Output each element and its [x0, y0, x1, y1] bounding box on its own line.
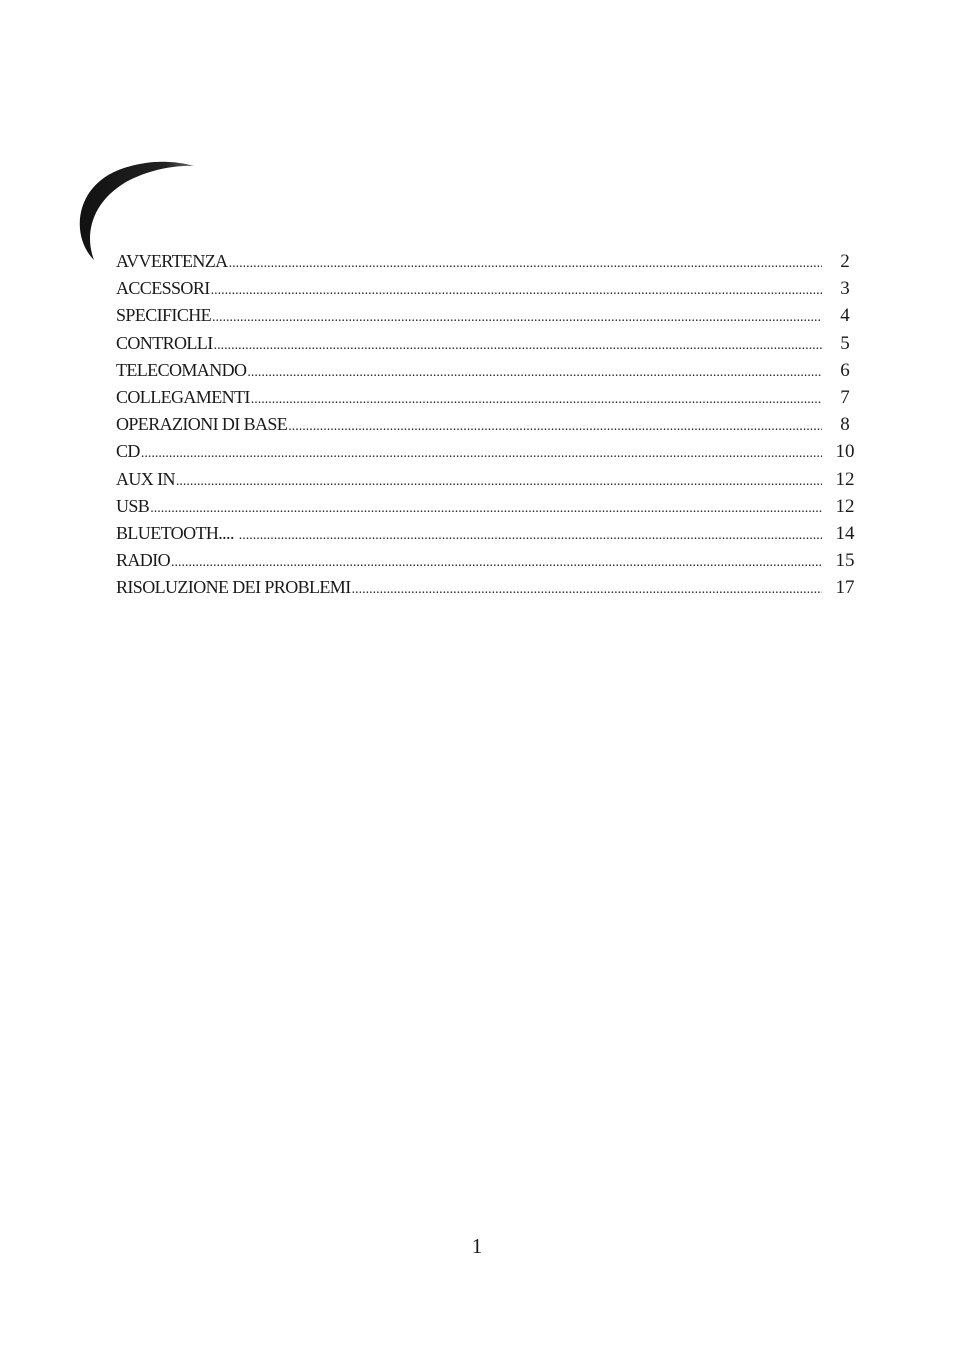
toc-entry[interactable]	[116, 411, 858, 438]
toc-entry[interactable]	[116, 438, 858, 465]
toc-entry-title: COLLEGAMENTI	[116, 386, 250, 407]
toc-page-number: 6	[840, 359, 850, 381]
toc-page-number: 3	[840, 278, 850, 300]
toc-entry-title: ACCESSORI	[116, 278, 210, 299]
toc-entry[interactable]	[116, 520, 858, 547]
toc-page-number: 2	[840, 251, 850, 272]
toc-dot-leader	[176, 468, 822, 495]
toc-entry[interactable]	[116, 574, 858, 601]
toc-dot-leader	[251, 386, 822, 413]
toc-entry-title: AVVERTENZA	[116, 251, 228, 271]
toc-entry[interactable]	[116, 330, 858, 357]
toc-entry-title: AUX IN	[116, 468, 175, 489]
toc-dot-leader	[141, 440, 822, 467]
toc-entry[interactable]	[116, 302, 858, 329]
toc-entry[interactable]	[116, 547, 858, 574]
toc-page-number: 7	[840, 386, 850, 408]
toc-entry[interactable]	[116, 493, 858, 520]
toc-page-number: 5	[840, 332, 850, 354]
toc-entry-title: TELECOMANDO	[116, 359, 247, 380]
toc-entry-title: SPECIFICHE	[116, 305, 212, 326]
table-of-contents	[116, 248, 858, 601]
toc-page-number: 10	[835, 441, 855, 463]
toc-dot-leader	[212, 304, 822, 331]
toc-entry[interactable]	[116, 357, 858, 384]
toc-entry[interactable]	[116, 248, 858, 275]
toc-page-number: 12	[835, 468, 855, 490]
toc-page-number: 17	[835, 577, 855, 599]
toc-entry[interactable]	[116, 275, 858, 302]
toc-entry-title: RADIO	[116, 550, 170, 571]
toc-dot-leader	[247, 359, 822, 386]
toc-entry-title: USB	[116, 495, 150, 516]
toc-entry[interactable]	[116, 466, 858, 493]
toc-page-number: 14	[835, 522, 855, 544]
toc-page-number: 4	[840, 305, 850, 327]
toc-dot-leader	[229, 250, 822, 277]
toc-page-number: 8	[840, 414, 850, 436]
toc-dot-leader	[150, 495, 822, 522]
toc-entry[interactable]	[116, 384, 858, 411]
toc-dot-leader	[214, 332, 822, 359]
toc-entry-title: BLUETOOTH....	[116, 522, 238, 543]
toc-page-number: 15	[835, 550, 855, 572]
toc-page-number: 12	[835, 495, 855, 517]
toc-dot-leader	[352, 576, 822, 603]
toc-dot-leader	[239, 522, 822, 549]
toc-entry-title: CD	[116, 441, 140, 462]
toc-entry-title: RISOLUZIONE DEI PROBLEMI	[116, 577, 351, 598]
toc-entry-title: CONTROLLI	[116, 332, 213, 353]
toc-dot-leader	[288, 413, 822, 440]
toc-entry-title: OPERAZIONI DI BASE	[116, 414, 288, 435]
toc-dot-leader	[211, 277, 822, 304]
toc-dot-leader	[171, 549, 822, 576]
page-number: 1	[471, 1234, 483, 1258]
